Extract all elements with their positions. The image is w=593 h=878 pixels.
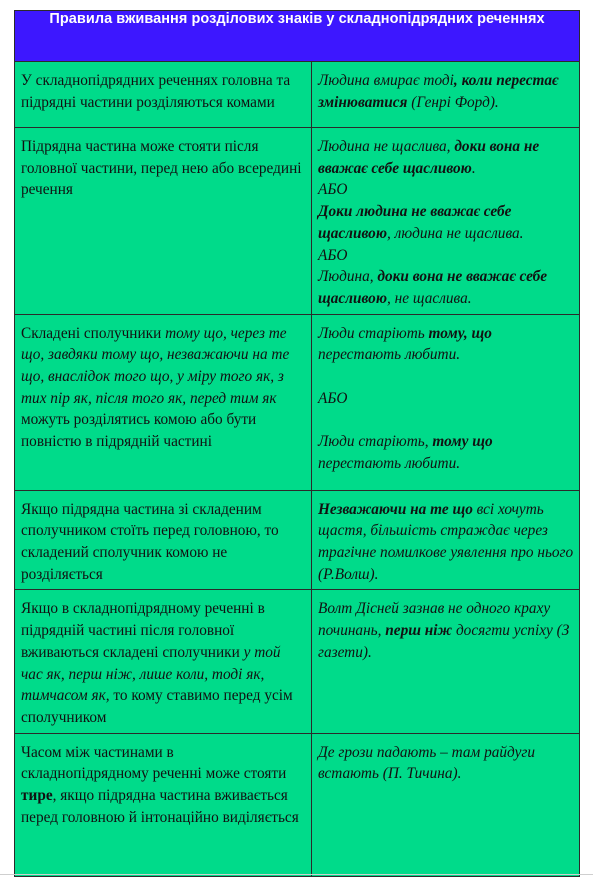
rule-cell — [15, 733, 312, 876]
italic-run: . — [471, 159, 476, 177]
table-row — [15, 62, 580, 128]
rule-text — [15, 128, 311, 205]
example-line — [318, 266, 575, 309]
example-text — [312, 315, 579, 479]
example-cell — [312, 590, 580, 733]
example-gap — [318, 366, 575, 388]
italic-run: Люди старіють — [318, 324, 429, 342]
italic-run: Людина не щаслива, — [318, 138, 455, 155]
italic-run: Люди старіють, — [318, 433, 433, 451]
italic-run: (Генрі Форд). — [407, 93, 499, 111]
example-line — [318, 323, 575, 366]
italic-run: Де грози падають – там райдуги встають (П. Тичина). — [318, 743, 535, 783]
rule-text — [15, 315, 311, 457]
example-text — [312, 62, 579, 117]
rule-text — [15, 590, 311, 732]
text-run: , якщо підрядна частина вживається перед головною й інтонаційно виділяється — [21, 787, 299, 826]
table-row — [15, 490, 580, 590]
text-run: Складені сполучники — [21, 324, 166, 342]
table-row — [15, 590, 580, 733]
italic-run: перестають любити. — [318, 346, 461, 364]
italic-run: АБО — [318, 246, 348, 264]
text-run: можуть розділятись комою або бути повністю в підрядній частині — [21, 411, 257, 451]
emphasized-conjunction: , коли перестає змінюватися — [318, 72, 559, 111]
italic-run: досягти успіху (З газети). — [318, 622, 570, 661]
emphasized-conjunction: Доки людина не вважає себе щасливою — [318, 203, 512, 242]
example-text — [312, 590, 579, 667]
table-row — [15, 314, 580, 490]
example-cell — [312, 733, 580, 876]
bold-italic-run — [429, 325, 492, 342]
example-line — [318, 136, 575, 179]
example-cell — [312, 314, 580, 490]
emphasized-conjunction: доки вона не вважає себе щасливою — [318, 138, 540, 177]
bold-italic-run — [385, 622, 452, 639]
bold-italic-run — [432, 433, 492, 450]
example-line — [318, 499, 575, 586]
italic-run: , не щаслива. — [387, 289, 472, 307]
emphasized-conjunction: тому що — [432, 433, 493, 451]
example-cell — [312, 62, 580, 128]
example-cell — [312, 490, 580, 590]
text-run: Якщо в складнопідрядному реченні в підрядній частині після головної вживаються складені сполучники — [21, 600, 265, 661]
italic-run: перестають любити. — [318, 454, 461, 472]
italic-run: у той час як, перш ніж, лише коли, тоді як, тимчасом як, — [21, 643, 281, 705]
example-line — [318, 201, 575, 244]
emphasized-conjunction: доки вона не вважає себе щасливою — [318, 268, 548, 307]
italic-run: тому що, через те що, завдяки тому що, незважаючи на те що, внаслідок того що, у міру того як, з тих пір як, після того як, перед тим як — [21, 324, 290, 407]
example-text — [312, 734, 579, 789]
italic-run: АБО — [318, 389, 348, 407]
rule-cell — [15, 62, 312, 128]
table-title: Правила вживання розділових знаків у складнопідрядних реченнях — [15, 11, 580, 62]
example-line — [318, 179, 575, 201]
rule-cell — [15, 128, 312, 315]
example-text — [312, 491, 579, 590]
italic-run: Волт Дісней зазнав не одного краху починань, — [318, 600, 551, 640]
example-line — [318, 388, 575, 410]
punctuation-rules-table — [14, 10, 580, 877]
page-bottom-divider — [0, 874, 593, 875]
rules-sheet — [14, 10, 579, 877]
rule-text — [15, 491, 311, 590]
rule-text — [15, 62, 311, 117]
rule-cell — [15, 590, 312, 733]
emphasized-conjunction: Незважаючи на те що — [318, 500, 473, 518]
text-run: Часом між частинами в складнопідрядному реченні можe стояти — [21, 743, 287, 783]
example-line — [318, 598, 575, 663]
example-line — [318, 245, 575, 267]
bold-italic-run — [318, 501, 473, 518]
example-gap — [318, 409, 575, 431]
example-line — [318, 431, 575, 474]
table-row — [15, 733, 580, 876]
italic-run: , людина не щаслива. — [387, 224, 524, 242]
text-run: У складнопідрядних реченнях головна та підрядні частини розділяються комами — [21, 72, 291, 111]
emphasized-conjunction: перш ніж — [385, 622, 453, 640]
bold-run: тире — [21, 787, 53, 805]
example-cell — [312, 128, 580, 315]
table-header-row — [15, 11, 580, 62]
example-text — [312, 128, 579, 314]
rule-cell — [15, 314, 312, 490]
example-line — [318, 70, 575, 113]
text-run: то кому ставимо перед усім сполучником — [21, 687, 293, 726]
text-run: Якщо підрядна частина зі складеним сполучником стоїть перед головною, то складений сполучник комою не розділяється — [21, 500, 279, 583]
emphasized-conjunction: тому, що — [428, 324, 492, 342]
rule-cell — [15, 490, 312, 590]
example-line — [318, 742, 575, 785]
table-body — [15, 62, 580, 877]
table-row — [15, 128, 580, 315]
italic-run: всі хочуть щастя, більшість страждає через трагічне помилкове уявлення про нього (Р.Волш). — [318, 500, 574, 583]
italic-run: АБО — [318, 181, 348, 199]
rule-text — [15, 734, 311, 833]
italic-run: Людина вмирає тоді — [318, 72, 454, 89]
text-run: Підрядна частина може стояти після головної частини, перед нею або всередині речення — [21, 138, 302, 199]
italic-run: Людина, — [318, 268, 378, 286]
